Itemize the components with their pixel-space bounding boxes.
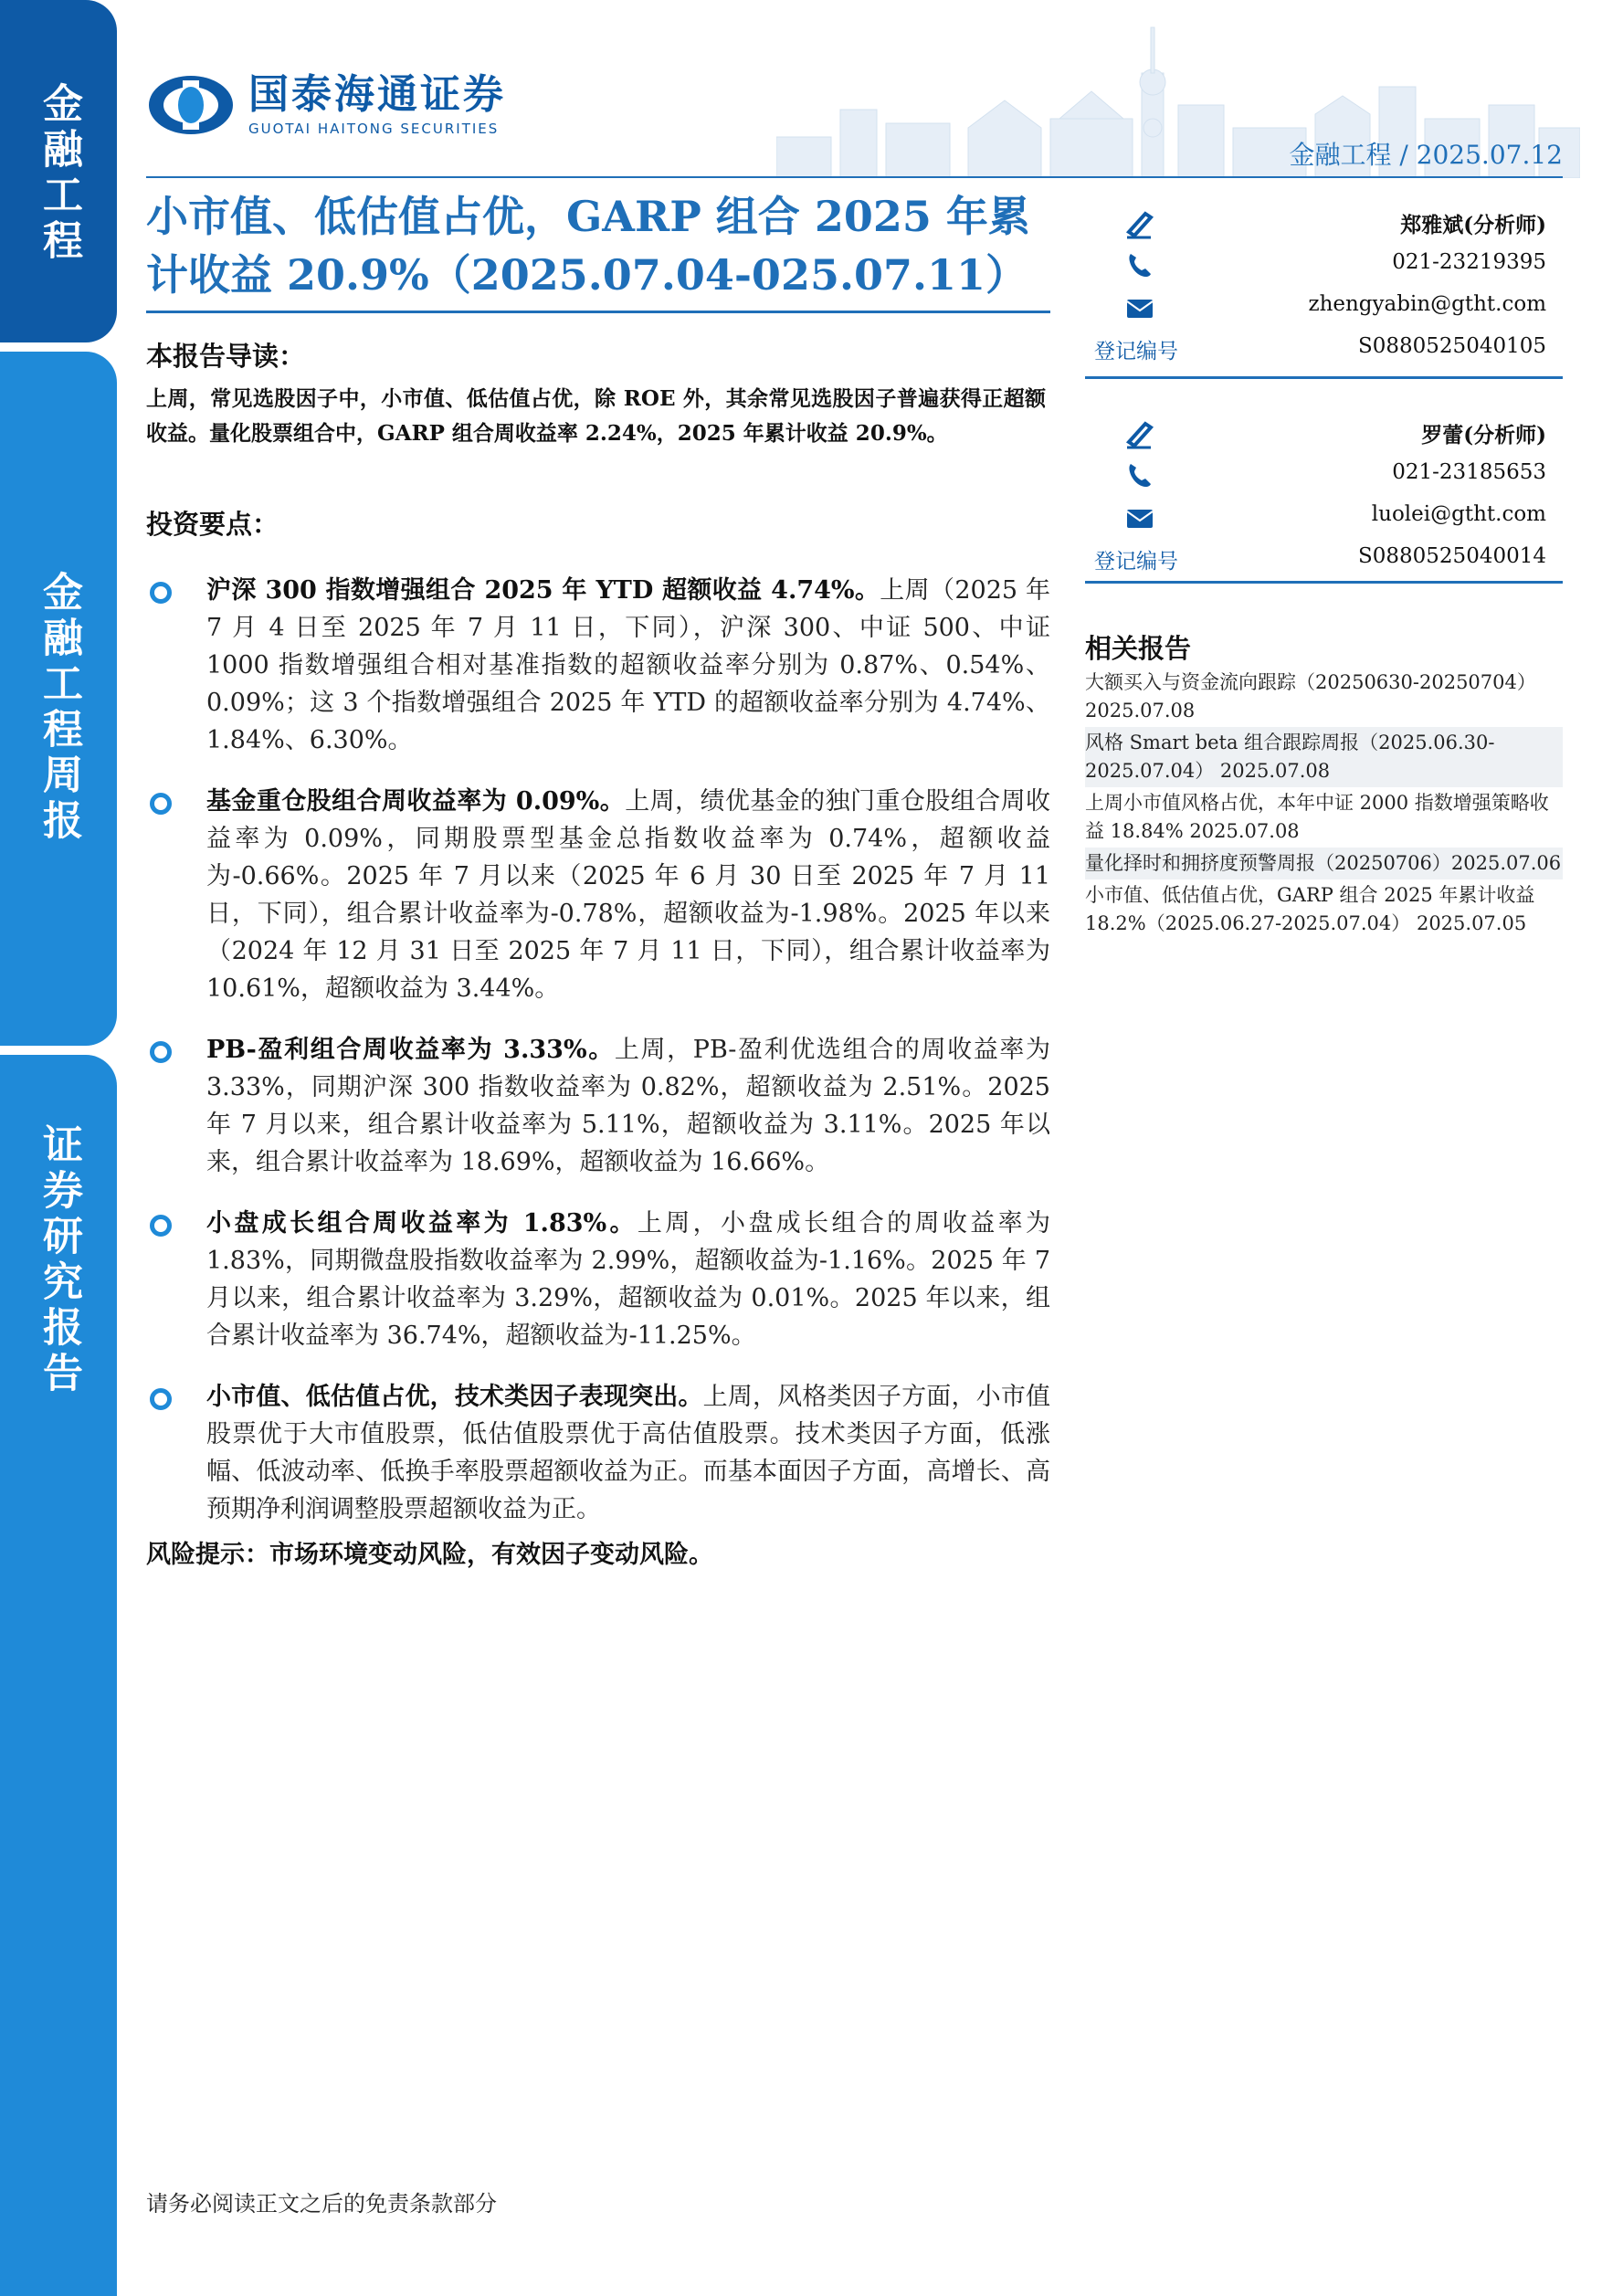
analyst-pen-icon — [1123, 416, 1156, 449]
key-points-list — [146, 572, 1050, 1552]
key-point-lead: PB-盈利组合周收益率为 3.33%。 — [206, 1036, 615, 1064]
phone-icon — [1123, 458, 1156, 491]
analyst-divider — [1085, 581, 1563, 584]
key-point-lead: 基金重仓股组合周收益率为 0.09%。 — [206, 787, 626, 816]
related-report-link[interactable]: 小市值、低估值占优，GARP 组合 2025 年累计收益 18.2%（2025.06.27-2025.07.04） 2025.07.05 — [1085, 884, 1535, 934]
analyst-divider — [1085, 376, 1563, 379]
key-point-body: 上周（2025 年 7 月 4 日至 2025 年 7 月 11 日，下同），沪深 300、中证 500、中证 1000 指数增强组合相对基准指数的超额收益率分别为 0.87%、0.54%、0.09%；这 3 个指数增强组合 2025 年 YTD 的超额收益率分别为 4.74%、1.84%、6.30%。 — [206, 576, 1050, 754]
key-point-body: 上周，PB-盈利优选组合的周收益率为 3.33%，同期沪深 300 指数收益率为 0.82%，超额收益为 2.51%。2025 年 7 月以来，组合累计收益率为 5.11%，超额收益为 3.11%。2025 年以来，组合累计收益率为 18.69%，超额收益为 16.66%。 — [206, 1036, 1050, 1176]
report-title — [146, 187, 1050, 304]
registration-label: 登记编号 — [1094, 550, 1178, 574]
related-reports-heading: 相关报告 — [1085, 633, 1192, 664]
sidebar-tab-category — [0, 0, 117, 342]
header-divider — [146, 176, 1563, 178]
analyst-name: 郑雅斌(分析师) — [1400, 213, 1546, 237]
key-point-item — [146, 1378, 1050, 1528]
report-title-line-2: 计收益 20.9%（2025.07.04-025.07.11） — [146, 250, 1028, 300]
report-title-line-1: 小市值、低估值占优，GARP 组合 2025 年累 — [146, 192, 1030, 241]
analyst-name: 罗蕾(分析师) — [1421, 423, 1546, 448]
analyst-email[interactable]: luolei@gtht.com — [1371, 502, 1546, 526]
intro-heading: 本报告导读： — [146, 341, 306, 372]
email-icon — [1123, 290, 1156, 323]
bullet-circle-icon — [150, 1041, 172, 1063]
phone-icon — [1123, 248, 1156, 281]
analyst-phone[interactable]: 021-23185653 — [1392, 460, 1546, 484]
related-report-link[interactable]: 上周小市值风格占优，本年中证 2000 指数增强策略收益 18.84% 2025.07.08 — [1085, 792, 1549, 842]
analyst-email[interactable]: zhengyabin@gtht.com — [1308, 292, 1546, 316]
disclaimer-note: 请务必阅读正文之后的免责条款部分 — [146, 2191, 497, 2217]
key-point-body: 上周，小盘成长组合的周收益率为 1.83%，同期微盘股指数收益率为 2.99%，超额收益为-1.16%。2025 年 7 月以来，组合累计收益率为 3.29%，超额收益为 0.01%。2025 年以来，组合累计收益率为 36.74%，超额收益为-11.25%。 — [206, 1209, 1051, 1350]
sidebar-tab-research-label: 证券研究报告 — [36, 1123, 82, 1397]
key-point-item — [146, 1205, 1050, 1354]
company-logo — [146, 73, 506, 137]
sidebar-tab-research — [0, 1055, 117, 2296]
left-sidebar — [0, 0, 117, 2296]
related-report-link[interactable]: 大额买入与资金流向跟踪（20250630-20250704）2025.07.08 — [1085, 671, 1536, 721]
related-reports-list — [1085, 667, 1563, 940]
sidebar-tab-report-type — [0, 352, 117, 1046]
key-point-body: 上周，绩优基金的独门重仓股组合周收益率为 0.09%，同期股票型基金总指数收益率为 0.74%，超额收益为-0.66%。2025 年 7 月以来（2025 年 6 月 30 日至 2025 年 7 月 11 日，下同），组合累计收益率为-0.78%，超额收益为-1.98%。2025 年以来（2024 年 12 月 31 日至 2025 年 7 月 11 日，下同），组合累计收益率为 10.61%，超额收益为 3.44%。 — [206, 787, 1051, 1003]
sidebar-tab-report-type-label: 金融工程周报 — [36, 571, 82, 845]
key-point-item — [146, 783, 1050, 1007]
logo-mark-icon — [146, 73, 236, 137]
logo-english-name: GUOTAI HAITONG SECURITIES — [248, 121, 500, 137]
key-point-lead: 小盘成长组合周收益率为 1.83%。 — [206, 1209, 638, 1238]
key-points-heading: 投资要点： — [146, 509, 279, 540]
analyst-pen-icon — [1123, 206, 1156, 239]
title-divider — [146, 311, 1050, 313]
header-category-date: 金融工程 / 2025.07.12 — [1289, 140, 1563, 170]
related-report-link[interactable]: 风格 Smart beta 组合跟踪周报（2025.06.30-2025.07.04） 2025.07.08 — [1085, 727, 1563, 787]
registration-number: S0880525040014 — [1358, 544, 1546, 568]
bullet-circle-icon — [150, 1215, 172, 1237]
logo-chinese-name: 国泰海通证券 — [248, 71, 506, 118]
key-point-lead: 小市值、低估值占优，技术类因子表现突出。 — [206, 1383, 703, 1411]
bullet-circle-icon — [150, 793, 172, 815]
bullet-circle-icon — [150, 582, 172, 604]
intro-text: 上周，常见选股因子中，小市值、低估值占优，除 ROE 外，其余常见选股因子普遍获得正超额收益。量化股票组合中，GARP 组合周收益率 2.24%，2025 年累计收益 20.9%。 — [146, 386, 1046, 446]
email-icon — [1123, 500, 1156, 533]
bullet-circle-icon — [150, 1388, 172, 1410]
registration-number: S0880525040105 — [1358, 334, 1546, 358]
key-point-body: 上周，风格类因子方面，小市值股票优于大市值股票，低估值股票优于高估值股票。技术类因子方面，低涨幅、低波动率、低换手率股票超额收益为正。而基本面因子方面，高增长、高预期净利润调整股票超额收益为正。 — [206, 1383, 1051, 1523]
registration-label: 登记编号 — [1094, 340, 1178, 363]
key-point-item — [146, 572, 1050, 759]
analyst-phone[interactable]: 021-23219395 — [1392, 250, 1546, 274]
sidebar-tab-category-label: 金融工程 — [36, 82, 82, 265]
key-point-lead: 沪深 300 指数增强组合 2025 年 YTD 超额收益 4.74%。 — [206, 576, 880, 605]
analyst-card — [1085, 199, 1563, 367]
key-point-item — [146, 1031, 1050, 1181]
analyst-card — [1085, 409, 1563, 577]
related-report-link[interactable]: 量化择时和拥挤度预警周报（20250706）2025.07.06 — [1085, 848, 1563, 879]
risk-warning: 风险提示：市场环境变动风险，有效因子变动风险。 — [146, 1541, 713, 1569]
